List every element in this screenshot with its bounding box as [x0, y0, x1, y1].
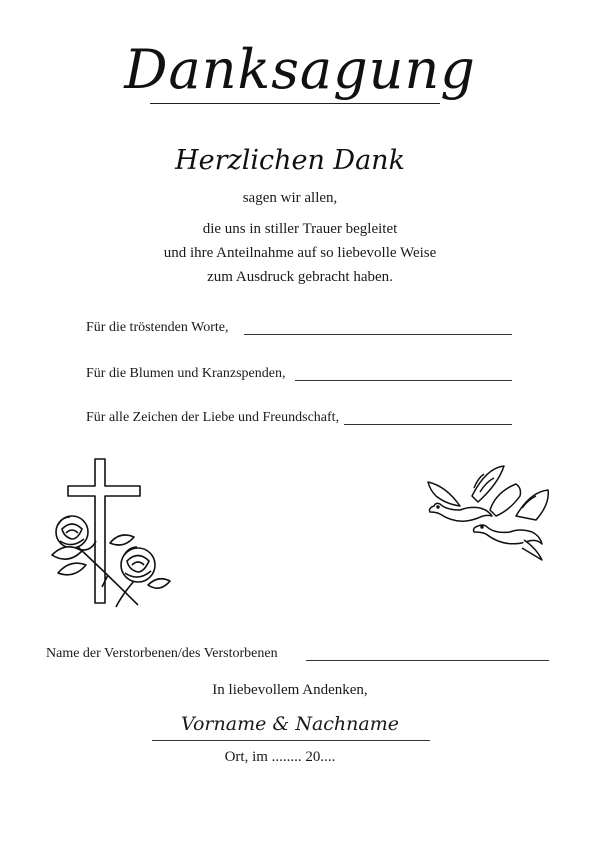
- title-underline: [150, 103, 440, 104]
- intro-line-2: die uns in stiller Trauer begleitet: [202, 221, 398, 237]
- page-title: Danksagung: [124, 38, 476, 101]
- signature-line: [152, 740, 430, 741]
- deceased-label: Name der Verstorbenen/des Verstorbenen: [46, 646, 278, 661]
- subtitle: Herzlichen Dank: [175, 145, 405, 176]
- field-blank-signs[interactable]: [344, 424, 512, 425]
- intro-line-4: zum Ausdruck gebracht haben.: [207, 269, 393, 285]
- intro-line-1: sagen wir allen,: [242, 190, 338, 206]
- doves-illustration: [420, 460, 552, 568]
- field-label-words: Für die tröstenden Worte,: [86, 320, 229, 335]
- deceased-name-blank[interactable]: [306, 660, 549, 661]
- field-label-flowers: Für die Blumen und Kranzspenden,: [86, 366, 286, 381]
- field-blank-words[interactable]: [244, 334, 512, 335]
- closing-text: In liebevollem Andenken,: [212, 682, 368, 698]
- signature-name: Vorname & Nachname: [181, 713, 399, 735]
- field-label-signs: Für alle Zeichen der Liebe und Freundschaft,: [86, 410, 340, 425]
- field-blank-flowers[interactable]: [295, 380, 512, 381]
- place-date: Ort, im ........ 20....: [224, 749, 336, 765]
- cross-roses-illustration: [38, 455, 178, 615]
- intro-line-3: und ihre Anteilnahme auf so liebevolle Weise: [163, 245, 437, 261]
